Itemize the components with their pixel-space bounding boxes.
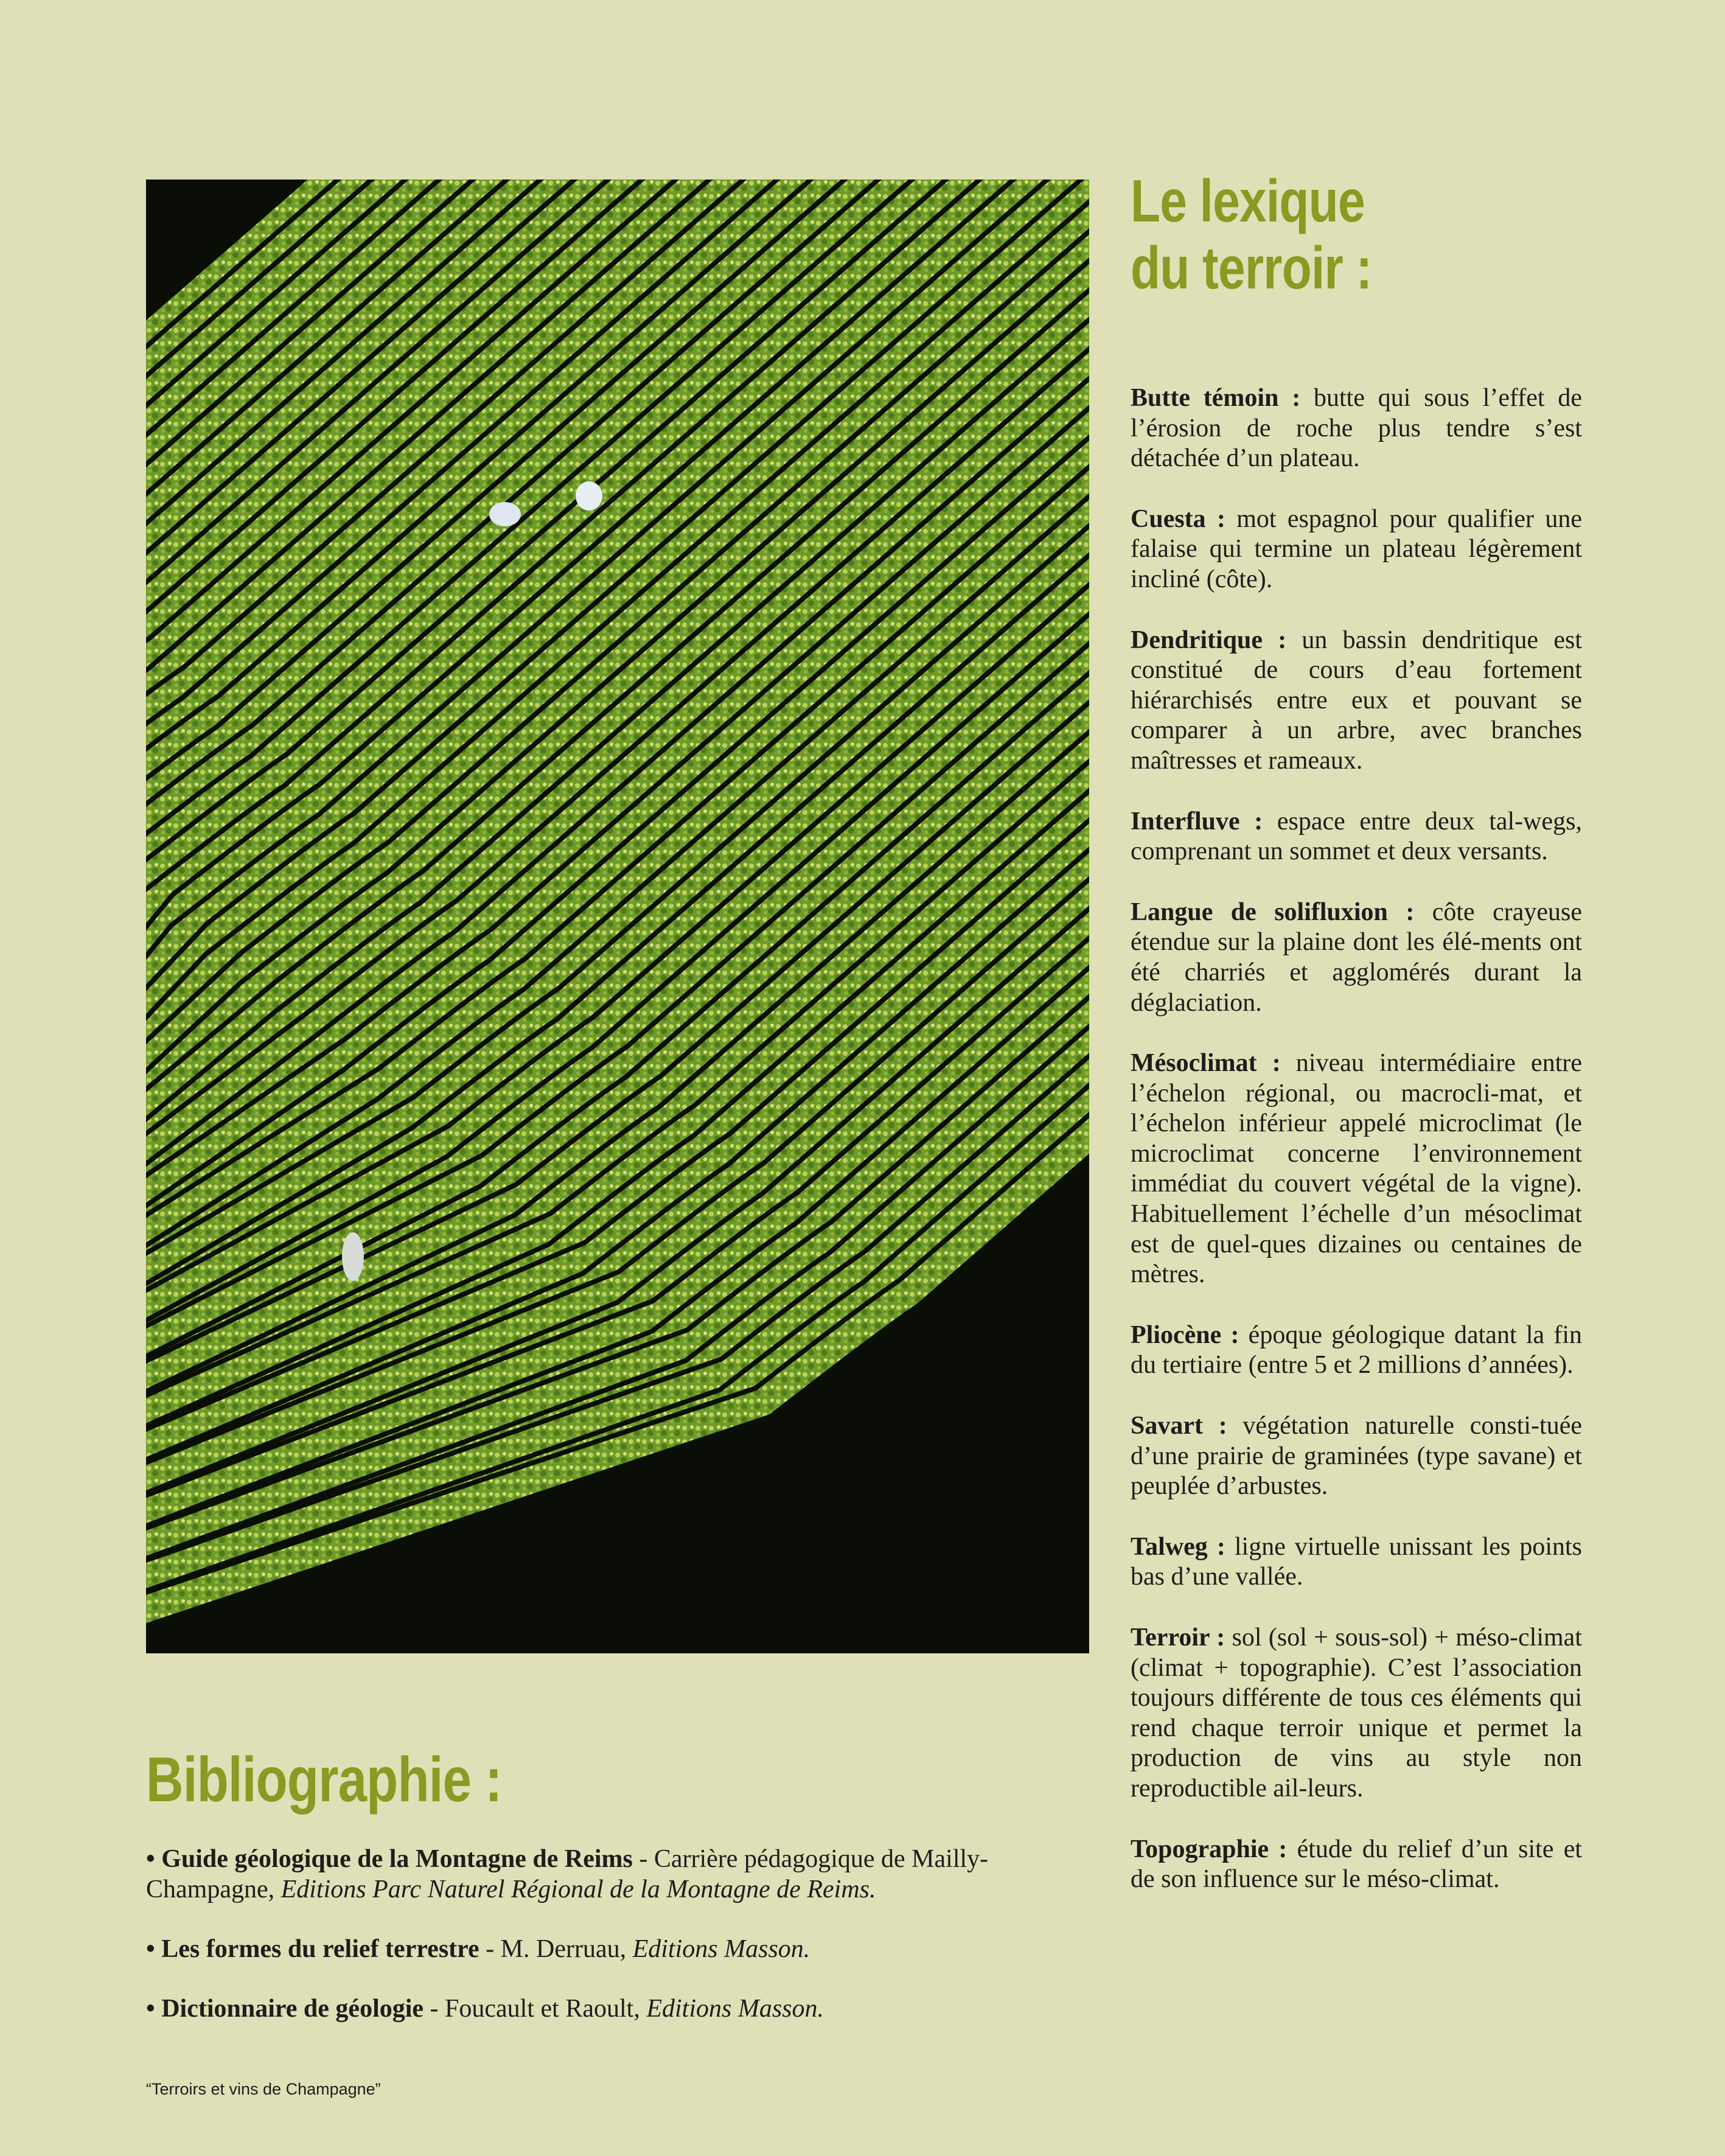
bibliography-publisher: Editions Masson. [632,1935,810,1963]
vineyard-rows-illustration [146,180,1089,1653]
lexicon-definition: espace entre deux tal-wegs, comprenant un sommet et deux versants. [1131,807,1582,866]
bullet: • [146,1995,162,2023]
lexicon-term: Cuesta : [1131,504,1225,533]
lexicon-term: Pliocène : [1131,1320,1239,1349]
lexicon-definition: butte qui sous l’effet de l’érosion de roche plus tendre s’est détachée d’un plateau. [1131,384,1582,473]
lexicon-term: Langue de solifluxion : [1131,898,1415,926]
lexicon-term: Butte témoin : [1131,384,1301,412]
bibliography-book-title: Guide géologique de la Montagne de Reims [161,1845,633,1873]
lexicon-definition: mot espagnol pour qualifier une falaise qui termine un plateau légèrement incliné (côte). [1131,504,1582,593]
lexicon-term: Terroir : [1131,1624,1225,1652]
lexicon-definition: niveau intermédiaire entre l’échelon régional, ou macrocli-mat, et l’échelon inférieur appelé microclimat (le microclimat concerne l’environnement immédiat du couvert végétal de la vigne). Habituellement l’échelle d’un mésoclimat est de quel-ques dizaines ou centaines de mètres. [1131,1049,1582,1289]
bibliography-title: Bibliographie : [146,1745,502,1815]
bibliography-item [146,1994,1107,2024]
lexicon-entry [1131,1320,1582,1381]
bibliography-publisher: Editions Parc Naturel Régional de la Montagne de Reims. [281,1875,876,1903]
lexicon-term: Interfluve : [1131,807,1263,836]
lexicon-title-line1: Le lexique [1131,167,1365,234]
lexicon-definition: ligne virtuelle unissant les points bas d’une vallée. [1131,1532,1582,1591]
vineyard-photo [146,180,1089,1653]
lexicon-definition: sol (sol + sous-sol) + méso-climat (climat + topographie). C’est l’association toujours différente de tous ces éléments qui rend chaque terroir unique et permet la production de vins au style non reproductible ail-leurs. [1131,1624,1582,1802]
lexicon-definition: végétation naturelle consti-tuée d’une prairie de graminées (type savane) et peuplée d’arbustes. [1131,1412,1582,1501]
lexicon-entry [1131,383,1582,474]
bibliography-author: - Carrière pédagogique de Mailly-Champagne, [146,1845,989,1903]
lexicon-definition: un bassin dendritique est constitué de cours d’eau fortement hiérarchisés entre eux et pouvant se comparer à un arbre, avec branches maîtresses et rameaux. [1131,626,1583,775]
lexicon-entry [1131,807,1582,867]
lexicon-entry [1131,1411,1582,1502]
bibliography-publisher: Editions Masson. [646,1995,824,2023]
lexicon-term: Topographie : [1131,1835,1288,1863]
lexicon-definition: époque géologique datant la fin du tertiaire (entre 5 et 2 millions d’années). [1131,1320,1582,1380]
bibliography-item [146,1844,1107,1905]
bibliography-author: - M. Derruau, [479,1935,633,1963]
source-caption: “Terroirs et vins de Champagne” [146,2080,381,2098]
lexicon-list [1131,383,1582,1925]
lexicon-entry [1131,504,1582,595]
lexicon-entry [1131,1623,1582,1804]
lexicon-entry [1131,898,1582,1018]
lexicon-term: Dendritique : [1131,626,1287,654]
bullet: • [146,1935,162,1963]
lexicon-entry [1131,626,1582,776]
bibliography-book-title: Les formes du relief terrestre [161,1935,479,1963]
lexicon-title-line2: du terroir : [1131,234,1372,301]
worker-figure [489,502,521,526]
lexicon-entry [1131,1835,1582,1895]
bibliography-author: - Foucault et Raoult, [423,1995,647,2023]
bibliography-item [146,1934,1107,1964]
lexicon-entry [1131,1048,1582,1290]
bibliography-list [146,1844,1107,2053]
lexicon-entry [1131,1532,1582,1593]
lexicon-term: Mésoclimat : [1131,1049,1281,1078]
lexicon-term: Talweg : [1131,1532,1225,1561]
worker-figure [576,481,602,511]
lexicon-term: Savart : [1131,1412,1227,1440]
worker-figure [342,1232,364,1281]
lexicon-title [1131,167,1510,301]
bullet: • [146,1845,162,1873]
lexicon-definition: étude du relief d’un site et de son influence sur le méso-climat. [1131,1835,1583,1894]
lexicon-definition: côte crayeuse étendue sur la plaine dont les élé-ments ont été charriés et agglomérés durant la déglaciation. [1131,898,1582,1017]
bibliography-book-title: Dictionnaire de géologie [161,1995,424,2023]
